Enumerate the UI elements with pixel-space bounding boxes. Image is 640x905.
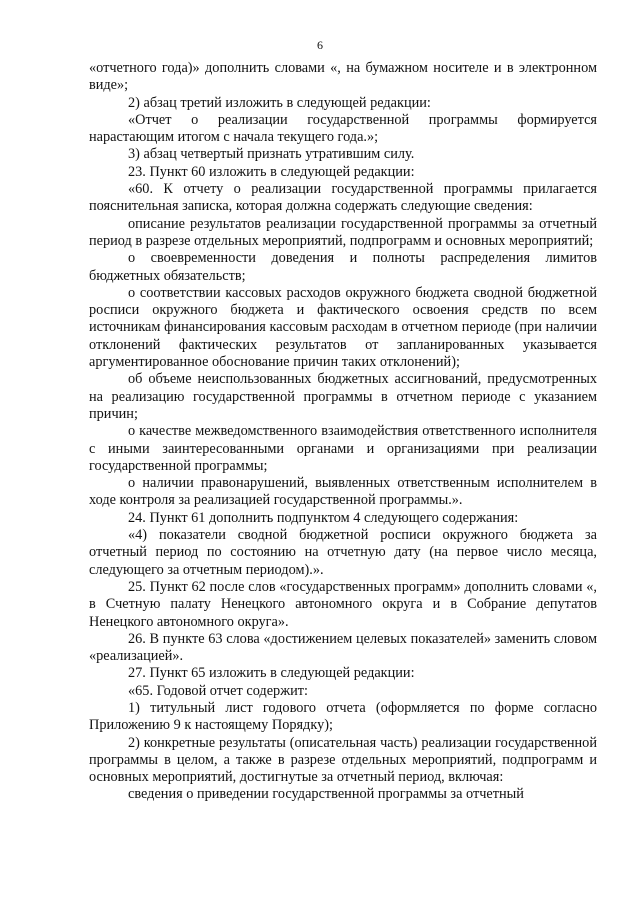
paragraph: 27. Пункт 65 изложить в следующей редакции: [128,665,415,682]
paragraph: сведения о приведении государственной программы за отчетный [128,786,524,803]
paragraph: 23. Пункт 60 изложить в следующей редакции: [128,163,415,180]
document-body [89,60,597,804]
paragraph: об объеме неиспользованных бюджетных ассигнований, предусмотренных на реализацию государственной программы в отчетном периоде с указанием причин; [89,371,597,422]
paragraph: описание результатов реализации государственной программы за отчетный период в разрезе отдельных мероприятий, подпрограмм и основных мероприятий; [89,215,597,249]
paragraph: 1) титульный лист годового отчета (оформляется по форме согласно Приложению 9 к настоящему Порядку); [89,699,597,734]
paragraph: 3) абзац четвертый признать утратившим силу. [128,146,415,163]
paragraph: «отчетного года)» дополнить словами «, на бумажном носителе и в электронном виде»; [89,60,597,94]
paragraph: о наличии правонарушений, выявленных ответственным исполнителем в ходе контроля за реализацией государственной программы.». [89,475,597,509]
page-number: 6 [317,38,323,52]
paragraph: о качестве межведомственного взаимодействия ответственного исполнителя с иными заинтересованными органами и организациями при реализации государственной программы; [89,423,597,474]
paragraph: «4) показатели сводной бюджетной росписи окружного бюджета за отчетный период по состоянию на отчетную дату (на первое число месяца, следующего за отчетным периодом).». [89,527,597,578]
paragraph: о своевременности доведения и полноты распределения лимитов бюджетных обязательств; [89,250,597,284]
paragraph: 2) конкретные результаты (описательная часть) реализации государственной программы в целом, а также в разрезе отдельных мероприятий, подпрограмм и основных мероприятий, достигнутые за отчетный период, включая: [89,734,597,786]
paragraph: 25. Пункт 62 после слов «государственных программ» дополнить словами «, в Счетную палату Ненецкого автономного округа и в Собрание депутатов Ненецкого автономного округа». [89,578,597,630]
paragraph: 24. Пункт 61 дополнить подпунктом 4 следующего содержания: [128,509,519,526]
paragraph: «Отчет о реализации государственной программы формируется нарастающим итогом с начала текущего года.»; [89,111,597,146]
paragraph: 26. В пункте 63 слова «достижением целевых показателей» заменить словом «реализацией». [89,630,597,665]
paragraph: 2) абзац третий изложить в следующей редакции: [128,94,431,111]
paragraph: «60. К отчету о реализации государственной программы прилагается пояснительная записка, которая должна содержать следующие сведения: [89,181,597,215]
paragraph: о соответствии кассовых расходов окружного бюджета сводной бюджетной росписи окружного бюджета и фактического освоения средств по всем источникам финансирования кассовым расходам в отчетном периоде (при наличии отклонений фактических результатов от запланированных указывается аргументированное обоснование причин таких отклонений); [89,284,597,371]
paragraph: «65. Годовой отчет содержит: [128,682,308,699]
